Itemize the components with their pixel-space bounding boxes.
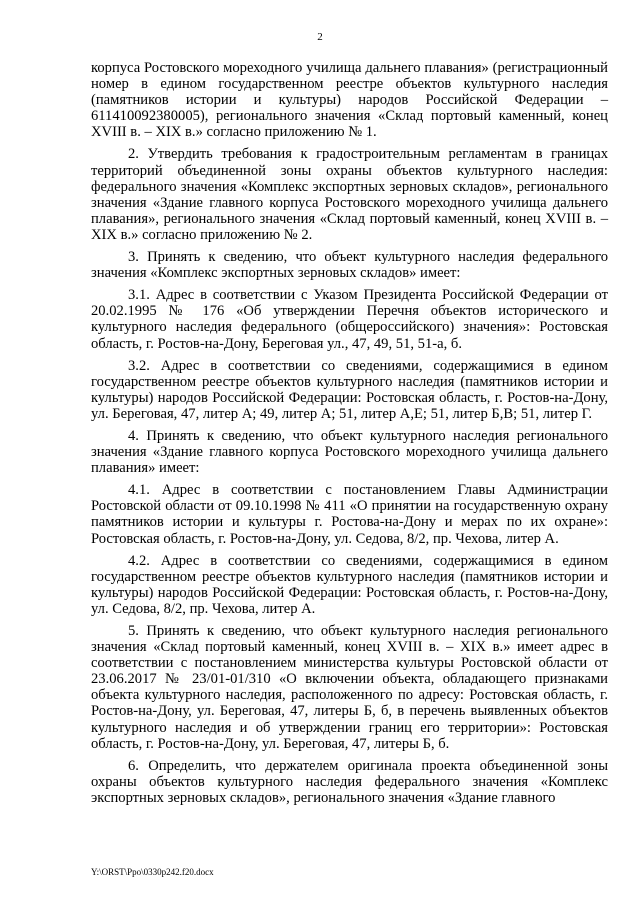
paragraph-item-6: 6. Определить, что держателем оригинала проекта объединенной зоны охраны объектов культурного наследия федерального значения «Комплекс экспортных зерновых складов», регионального значения «Здание главного xyxy=(91,757,608,806)
document-body xyxy=(91,60,608,812)
footer-file-path: Y:\ORST\Ppo\0330p242.f20.docx xyxy=(91,867,214,877)
paragraph-item-3-1: 3.1. Адрес в соответствии с Указом Президента Российской Федерации от 20.02.1995 № 176 «Об утверждении Перечня объектов исторического и культурного наследия федерального (общероссийского) значения»: Ростовская область, г. Ростов-на-Дону, Береговая ул., 47, 49, 51, 51-а, б. xyxy=(91,287,608,352)
paragraph-item-3-2: 3.2. Адрес в соответствии со сведениями, содержащимися в едином государственном реестре объектов культурного наследия (памятников истории и культуры) народов Российской Федерации: Ростовская область, г. Ростов-на-Дону, ул. Береговая, 47, литер А; 49, литер А; 51, литер А,Е; 51, литер Б,В; 51, литер Г. xyxy=(91,357,608,422)
page-number: 2 xyxy=(317,31,323,43)
paragraph-item-4-1: 4.1. Адрес в соответствии с постановлением Главы Администрации Ростовской области от 09.10.1998 № 411 «О принятии на государственную охрану памятников истории и культуры г. Ростова-на-Дону и мерах по их охране»: Ростовская область, г. Ростов-на-Дону, ул. Седова, 8/2, пр. Чехова, литер А. xyxy=(91,482,608,547)
paragraph-item-2: 2. Утвердить требования к градостроительным регламентам в границах территорий объединенной зоны охраны объектов культурного наследия: федерального значения «Комплекс экспортных зерновых складов», регионального значения «Здание главного корпуса Ростовского мореходного училища дальнего плавания», регионального значения «Склад портовый каменный, конец XVIII в. – XIX в.» согласно приложению № 2. xyxy=(91,146,608,243)
paragraph-item-4: 4. Принять к сведению, что объект культурного наследия регионального значения «Здание главного корпуса Ростовского мореходного училища дальнего плавания» имеет: xyxy=(91,427,608,477)
paragraph-item-4-2: 4.2. Адрес в соответствии со сведениями, содержащимися в едином государственном реестре объектов культурного наследия (памятников истории и культуры) народов Российской Федерации: Ростовская область, г. Ростов-на-Дону, ул. Седова, 8/2, пр. Чехова, литер А. xyxy=(91,552,608,617)
paragraph-continuation: корпуса Ростовского мореходного училища дальнего плавания» (регистрационный номер в едином государственном реестре объектов культурного наследия (памятников истории и культуры) народов Российской Федерации – 611410092380005), регионального значения «Склад портовый каменный, конец XVIII в. – XIX в.» согласно приложению № 1. xyxy=(91,60,608,141)
paragraph-item-5: 5. Принять к сведению, что объект культурного наследия регионального значения «Склад портовый каменный, конец XVIII в. – XIX в.» имеет адрес в соответствии с постановлением министерства культуры Ростовской области от 23.06.2017 № 23/01-01/310 «О включении объекта, обладающего признаками объекта культурного наследия, расположенного по адресу: Ростовская область, г. Ростов-на-Дону, ул. Береговая, 47, литеры Б, б, в перечень выявленных объектов культурного наследия и об утверждении границ его территории»: Ростовская область, г. Ростов-на-Дону, ул. Береговая, 47, литеры Б, б. xyxy=(91,623,608,752)
paragraph-item-3: 3. Принять к сведению, что объект культурного наследия федерального значения «Комплекс экспортных зерновых складов» имеет: xyxy=(91,249,608,282)
